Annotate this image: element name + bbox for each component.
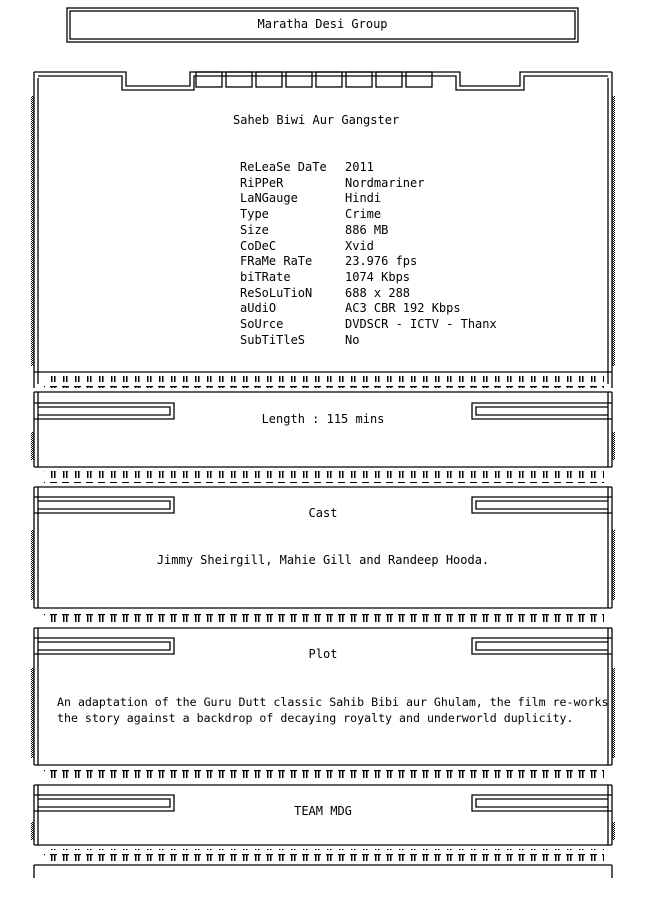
cast-text: Jimmy Sheirgill, Mahie Gill and Randeep Hooda.: [156, 553, 490, 567]
plot-line-2: the story against a backdrop of decaying royalty and underworld duplicity.: [57, 711, 574, 725]
info-key: ReSoLuTioN: [240, 285, 313, 300]
info-value: 2011: [345, 160, 374, 174]
release-info-table: [240, 160, 497, 348]
info-row: [240, 286, 497, 302]
info-key: CoDeC: [240, 238, 277, 253]
info-row: [240, 191, 497, 207]
plot-line-1: An adaptation of the Guru Dutt classic Sahib Bibi aur Ghulam, the film re-works: [57, 695, 609, 709]
info-row: [240, 301, 497, 317]
info-row: [240, 333, 497, 349]
info-key: FRaMe RaTe: [240, 254, 313, 269]
info-key: RiPPeR: [240, 175, 284, 190]
info-row: [240, 223, 497, 239]
info-value: 688 x 288: [345, 285, 411, 300]
info-row: [240, 317, 497, 333]
info-row: [240, 160, 497, 176]
info-key: Type: [240, 207, 269, 222]
info-value: Crime: [345, 207, 382, 222]
info-value: Xvid: [345, 238, 374, 253]
cast-heading: Cast: [308, 506, 338, 520]
info-value: No: [345, 332, 360, 347]
info-value: 1074 Kbps: [345, 269, 411, 284]
info-row: [240, 254, 497, 270]
info-key: biTRate: [240, 269, 291, 284]
team-signature: TEAM MDG: [294, 804, 352, 818]
group-name: Maratha Desi Group: [257, 17, 388, 31]
info-key: Size: [240, 222, 269, 237]
info-key: ReLeaSe DaTe: [240, 160, 327, 174]
info-row: [240, 270, 497, 286]
info-value: 23.976 fps: [345, 254, 418, 269]
info-key: SoUrce: [240, 317, 284, 332]
plot-heading: Plot: [308, 647, 338, 661]
info-key: aUdiO: [240, 301, 277, 316]
info-value: AC3 CBR 192 Kbps: [345, 301, 461, 316]
length-text: Length : 115 mins: [261, 412, 385, 426]
info-value: Nordmariner: [345, 175, 425, 190]
info-value: 886 MB: [345, 222, 389, 237]
info-key: LaNGauge: [240, 191, 298, 206]
info-row: [240, 176, 497, 192]
info-value: Hindi: [345, 191, 382, 206]
info-value: DVDSCR - ICTV - Thanx: [345, 317, 497, 332]
release-title: Saheb Biwi Aur Gangster: [233, 113, 400, 127]
info-key: SubTiTleS: [240, 332, 306, 347]
info-row: [240, 239, 497, 255]
info-row: [240, 207, 497, 223]
